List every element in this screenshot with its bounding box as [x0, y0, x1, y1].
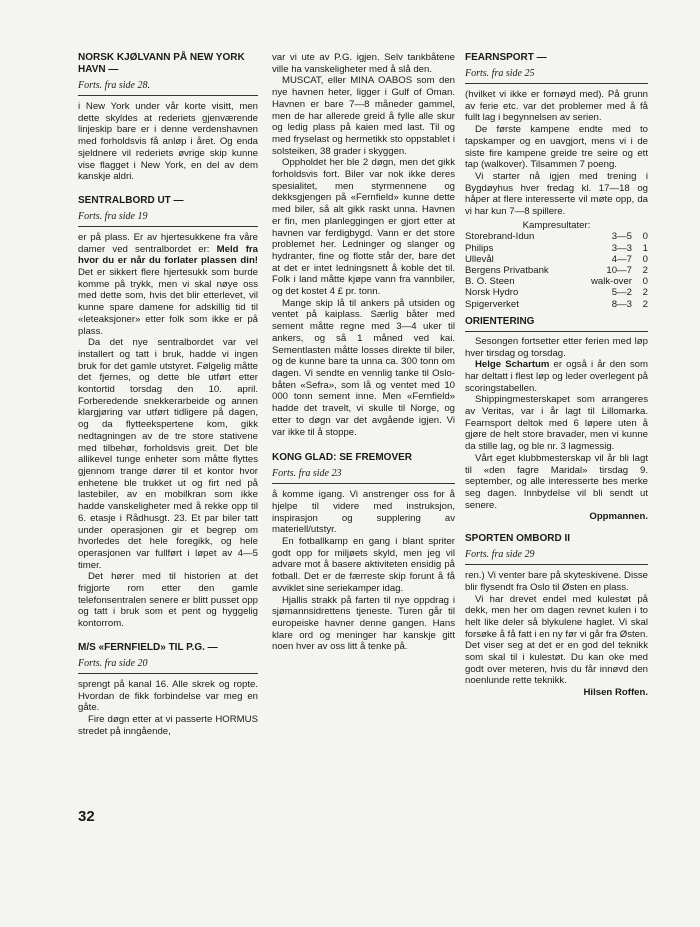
match-points: 2	[642, 287, 648, 299]
team-name: Storebrand-Idun	[465, 231, 535, 243]
match-score: 3—5	[611, 231, 632, 243]
article-paragraph: Vårt eget klubbmesterskap vil år bli lagt til «den fagre Maridal» tirsdag 9. september, og alle interesserte bes merke seg dagen. Innbydelse vil bli sendt ut senere.	[465, 452, 648, 511]
results-table	[465, 231, 648, 309]
table-row	[465, 231, 648, 242]
table-row	[465, 243, 648, 254]
article-heading: NORSK KJØLVANN PÅ NEW YORK HAVN —	[78, 52, 245, 75]
match-score: 3—3	[611, 242, 632, 254]
match-points: 0	[642, 276, 648, 288]
article-paragraph: Oppholdet her ble 2 døgn, men det gikk forholdsvis fort. Biler var nok ikke deres spesialitet, men styrmennene og dekksgjengen på «Fernfield» kunne dette med biler, så alt gikk raskt unna. Havnen er fin, men planleggingen er gjort etter at havnen var ferdigbygd. Vann er det store problemet her. Ledninger og slanger og hydranter, fine og flotte står der, bare det at det er intet ledningsnett å koble det til. Folk i land måtte kjøpe vann fra vannbiler, og det kostet 4 £ pr. tonn.	[272, 157, 455, 298]
article-paragraph: Fire døgn etter at vi passerte HORMUS stredet på inngående,	[78, 713, 258, 737]
match-points: 0	[642, 253, 648, 265]
continued-from-line: Forts. fra side 19	[78, 211, 258, 227]
signature: Hilsen Roffen.	[583, 687, 648, 699]
article-paragraph: Det hører med til historien at det frigjorte rom etter den gamle telefonsentralen senere er blitt pusset opp og tatt i bruk som et pent og hyggelig kontorrom.	[78, 571, 258, 630]
match-results	[465, 220, 648, 310]
match-points: 0	[642, 231, 648, 243]
article-paragraph: var vi ute av P.G. igjen. Selv tankbåtene ville ha vanskeligheter med å slå den.	[272, 52, 455, 75]
table-row	[465, 276, 648, 287]
article-heading: ORIENTERING	[465, 316, 648, 332]
article-paragraph: Da det nye sentralbordet var vel installert og tatt i bruk, hadde vi ingen bruk for det gamle utstyret. Følgelig måtte det fjernes, og dette ble utført etter kontortid torsdag den 10. april. Forberedende snekkerarbeide og annen klargjøring var utført tidligere på dagen, og da flytteekspertene kom, gikk nedtagningen av de tre store stativene med tilbehør, forholdsvis greit. Det ble allikevel tunge enheter som måtte flyttes gjennom trange dører til et kontor hvor enhetene ble trukket ut og firt ned på lastebiler, av en mobilkran som ikke hadde vanskeligheter med å rekke opp til 6. etasje i Rådhusgt. 23. Et par biler tatt under operasjonen gir et begrep om hvorledes det hele foregikk, og hele operasjonen var fullført i løpet av 4—5 timer.	[78, 337, 258, 571]
article-paragraph: er på plass. Er av hjertesukkene fra våre damer ved sentralbordet er: Meld fra hvor du er når du forlater plassen din! Det er sikkert flere hjertesukk som burde komme på trykk, men vi skal nøye oss med dette som, hvis det blir etterlevet, vil kunne spare damene for adskillig tid til «leteaksjoner» etter folk som ikke er på plass.	[78, 231, 258, 337]
article-paragraph: Helge Schartum er også i år den som har deltatt i flest løp og leder overlegent på scoringstabellen.	[465, 359, 648, 394]
continued-from-line: Forts. fra side 20	[78, 658, 258, 674]
article-heading: SPORTEN OMBORD II	[465, 533, 571, 545]
signature: Oppmannen.	[589, 511, 648, 523]
team-name: Norsk Hydro	[465, 287, 519, 299]
article-paragraph: (hvilket vi ikke er fornøyd med). På grunn av ferie etc. var det problemer med å få fullt lag i begynnelsen av serien.	[465, 89, 648, 124]
article-heading: M/S «FERNFIELD» TIL P.G. —	[78, 641, 218, 653]
column-middle	[272, 52, 455, 653]
team-name: Bergens Privatbank	[465, 265, 549, 277]
team-name: Philips	[465, 242, 494, 254]
match-score: 4—7	[611, 253, 632, 265]
article-heading: SENTRALBORD UT —	[78, 194, 184, 206]
continued-from-line: Forts. fra side 25	[465, 68, 648, 84]
article-paragraph: En fotballkamp en gang i blant spriter godt opp for miljøets skyld, men jeg vil advare mot å basere aktiviteten ensidig på fotball. Det er de færreste skip forunt å få avviklet sine seriekamper idag.	[272, 536, 455, 594]
article-paragraph: Vi har drevet endel med kulestøt på dekk, men her om dagen revnet kulen i to helt like deler så blykulene haglet. Vi skal forsøke å få fatt i en ny før vi går fra Østen. Det viser seg at det er en god del teknikk som skal til i kulestøt. Du kan oke med godt over meteren, hvis du får innøvd den noenlunde rette teknikk.	[465, 593, 648, 687]
article-paragraph: å komme igang. Vi anstrenger oss for å hjelpe til videre med instruksjon, inspirasjon og supplering av materiell/utstyr.	[272, 489, 455, 536]
team-name: B. O. Steen	[465, 276, 515, 288]
bold-emphasis: Meld fra hvor du er når du forlater plassen din!	[78, 243, 258, 267]
match-score: 8—3	[611, 298, 632, 310]
article-paragraph: i New York under vår korte visitt, men dette skyldes at rederiets gjenværende linjeskip bare er i denne verdenshavnen med forholdsvis få anløp i året. Og enda sjeldnere vil rederiets øvrige skip kunne vise flagget i New York, en del av dem kanskje aldri.	[78, 101, 258, 183]
article-paragraph: Sesongen fortsetter etter ferien med løp hver tirsdag og torsdag.	[465, 335, 648, 359]
table-row	[465, 299, 648, 310]
article-paragraph: Vi starter nå igjen med trening i Bygdøyhus hver fredag kl. 17—18 og håper at flere interesserte vil møte opp, da vi har kun 7—8 spillere.	[465, 170, 648, 218]
article-paragraph: Mange skip lå til ankers på utsiden og ventet på kaiplass. Særlig båter med sement måtte regne med 3—4 uker til ankers, og så 1 måned ved kai. Sementlasten måtte losses direkte til biler, og de kunne bare ta unna ca. 300 tonn om dagen. Vi sendte en vennlig tanke til Oslo-båten «Sefra», som lå og ventet med 10 000 tonn sement inne. Men «Fernfield» hadde det travelt, vi skulle til Norge, og etter to døgn var det avgående igjen. Vi var ikke til å stoppe.	[272, 297, 455, 438]
table-row	[465, 254, 648, 265]
table-row	[465, 287, 648, 298]
page-number: 32	[78, 808, 95, 825]
continued-from-line: Forts. fra side 23	[272, 468, 455, 484]
article-heading: KONG GLAD: SE FREMOVER	[272, 452, 413, 464]
bold-name: Helge Schartum	[475, 359, 550, 371]
article-paragraph: ren.) Vi venter bare på skyteskivene. Disse blir flysendt fra Oslo til Østen en plass.	[465, 570, 648, 593]
results-heading: Kampresultater:	[522, 219, 591, 231]
continued-from-line: Forts. fra side 28.	[78, 80, 258, 96]
match-score: 5—2	[611, 287, 632, 299]
column-right	[465, 52, 648, 699]
article-paragraph: MUSCAT, eller MINA OABOS som den nye havnen heter, ligger i Gulf of Oman. Havnen er bare 7—8 måneder gammel, men de har allerede greid å fylle alle skur og ledig plass på kaien med last. Til og med fryselast og hermetikk sto oppstablet i solsteiken, 38 grader i skyggen.	[272, 75, 455, 157]
article-paragraph: Hjallis strakk på farten til nye oppdrag i sjømannsidrettens tjeneste. Turen går til europeiske havner denne gangen. Hans klare ord og meninger har kanskje gitt noen hver av oss litt å tenke på.	[272, 594, 455, 653]
table-row	[465, 265, 648, 276]
continued-from-line: Forts. fra side 29	[465, 549, 648, 565]
match-points: 2	[642, 265, 648, 277]
article-paragraph: De første kampene endte med to tapskamper og en uavgjort, mens vi i de siste fire kampene greide tre seire og ett tap (walkover). Tilsammen 7 poeng.	[465, 124, 648, 171]
article-paragraph: Shippingmesterskapet som arrangeres av Veritas, var i år lagt til Lillomarka. Fearnsport deltok med 6 løpere uten å gjøre de helt store bravader, men vi kunne da stille lag, og ble nr. 3 lagmessig.	[465, 394, 648, 453]
match-points: 2	[642, 298, 648, 310]
match-score: 10—7	[606, 265, 632, 277]
article-heading: FEARNSPORT —	[465, 52, 547, 63]
team-name: Ullevål	[465, 253, 494, 265]
column-left	[78, 52, 258, 737]
match-points: 1	[642, 242, 648, 254]
match-score: walk-over	[590, 276, 632, 288]
team-name: Spigerverket	[465, 298, 519, 310]
article-paragraph: sprengt på kanal 16. Alle skrek og ropte. Hvordan de fikk forbindelse var meg en gåte.	[78, 678, 258, 714]
